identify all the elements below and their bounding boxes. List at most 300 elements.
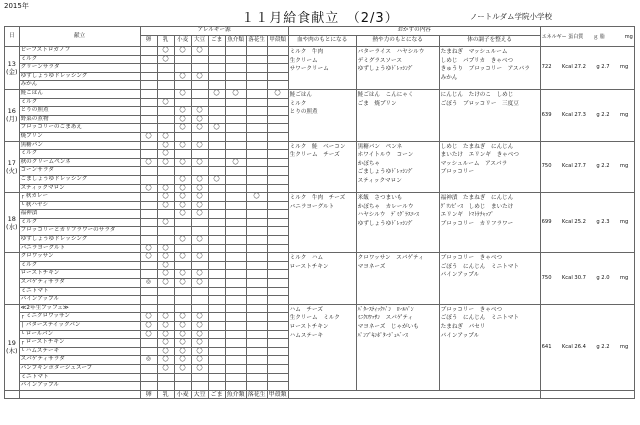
allergen-mark <box>225 107 246 116</box>
allergen-mark <box>208 184 225 193</box>
allergen-mark: ◯ <box>191 330 208 339</box>
allergen-mark <box>225 193 246 202</box>
allergen-mark <box>140 373 157 382</box>
allergen-mark <box>157 72 174 81</box>
allergen-mark: ◯ <box>157 313 174 322</box>
allergen-mark <box>208 167 225 176</box>
allergen-mark <box>267 210 288 219</box>
allergen-mark <box>225 210 246 219</box>
dish-name: とりの照煮 <box>19 107 140 116</box>
allergen-mark <box>208 261 225 270</box>
allergen-mark: ◯ <box>174 175 191 184</box>
dish-name: ┌ 秋カレー <box>19 193 140 202</box>
allergen-mark: ◯ <box>174 279 191 288</box>
allergen-mark <box>267 313 288 322</box>
dish-name: 福神漬 <box>19 210 140 219</box>
allergen-mark <box>174 98 191 107</box>
allergen-mark <box>225 227 246 236</box>
allergen-mark <box>267 270 288 279</box>
allergen-mark <box>267 322 288 331</box>
allergen-mark <box>225 55 246 64</box>
dish-name: ブロッコリーのごまあえ <box>19 124 140 133</box>
allergen-mark: ◯ <box>208 175 225 184</box>
nutrition-values: 639 Kcal 27.3 g 2.2 mg <box>540 89 634 141</box>
menu-table <box>4 26 635 399</box>
allergen-mark <box>157 64 174 73</box>
allergen-mark <box>225 382 246 391</box>
allergen-mark: ◯ <box>157 132 174 141</box>
footer-spacer <box>288 390 540 399</box>
allergen-mark <box>140 47 157 56</box>
allergen-mark <box>246 364 267 373</box>
allergen-mark: ◯ <box>225 158 246 167</box>
okazu-group-header: おかずの内容 <box>288 27 540 36</box>
allergen-mark: ◯ <box>191 193 208 202</box>
allergen-mark <box>140 81 157 90</box>
allergen-mark <box>174 132 191 141</box>
allergen-mark <box>246 98 267 107</box>
footer-spacer <box>5 390 20 399</box>
allergen-mark: ◯ <box>157 158 174 167</box>
blood-foods: ミルク 牛肉 生クリーム サワークリーム <box>288 47 356 90</box>
allergen-mark: ◯ <box>174 313 191 322</box>
allergen-mark: ◯ <box>191 356 208 365</box>
allergen-mark <box>267 167 288 176</box>
allergen-mark <box>246 279 267 288</box>
regulate-foods: たまねぎ マッシュルーム しめじ パプリカ きゃべつ きゅうり ブロッコリー アスパラ みかん <box>439 47 540 90</box>
allergen-mark <box>140 339 157 348</box>
allergen-mark <box>191 64 208 73</box>
allergen-mark <box>246 72 267 81</box>
allergy-group-header: アレルギー源 <box>140 27 288 36</box>
allergen-mark <box>267 64 288 73</box>
allergen-mark: ◯ <box>174 356 191 365</box>
allergen-mark <box>246 218 267 227</box>
allergen-mark <box>267 296 288 305</box>
dish-name: ミルク <box>19 150 140 159</box>
allergen-mark <box>191 382 208 391</box>
allergen-mark: ◯ <box>174 184 191 193</box>
allergen-mark <box>267 304 288 313</box>
allergen-mark: ◯ <box>174 158 191 167</box>
allergen-mark <box>140 364 157 373</box>
allergen-mark <box>174 218 191 227</box>
allergen-mark <box>246 107 267 116</box>
allergen-mark <box>208 373 225 382</box>
allergen-mark <box>225 364 246 373</box>
blood-header: 血や肉のもとになる <box>288 36 356 47</box>
allergen-mark <box>225 124 246 133</box>
allergen-mark <box>267 382 288 391</box>
allergen-mark <box>191 218 208 227</box>
allergen-mark <box>225 330 246 339</box>
allergen-mark <box>267 279 288 288</box>
allergen-mark <box>140 55 157 64</box>
allergen-mark <box>246 296 267 305</box>
allergen-mark <box>140 89 157 98</box>
allergen-footer: 落花生 <box>247 390 266 398</box>
allergen-mark: ◯ <box>140 313 157 322</box>
allergen-mark <box>267 201 288 210</box>
allergen-mark: ◯ <box>174 339 191 348</box>
dish-name: パインアップル <box>19 296 140 305</box>
dish-name: みかん <box>19 81 140 90</box>
dish-name: 秋のクリームペンネ <box>19 158 140 167</box>
allergen-mark <box>208 339 225 348</box>
allergen-mark: ◯ <box>191 279 208 288</box>
regulate-foods: ブロッコリー きゃべつ ごぼう にんじん ミニトマト たまねぎ パセリ パインアップル <box>439 304 540 390</box>
allergen-mark <box>267 115 288 124</box>
allergen-mark <box>246 330 267 339</box>
allergen-mark <box>208 279 225 288</box>
allergen-mark <box>246 210 267 219</box>
allergen-mark <box>140 261 157 270</box>
allergen-mark <box>208 81 225 90</box>
allergen-mark: ◯ <box>191 115 208 124</box>
allergen-mark: ◯ <box>140 132 157 141</box>
allergen-mark: ◯ <box>157 47 174 56</box>
allergen-header: 落花生 <box>246 36 267 47</box>
allergen-mark: ◯ <box>174 124 191 133</box>
allergen-mark <box>174 150 191 159</box>
regulate-header: 体の調子を整える <box>439 36 540 47</box>
allergen-mark <box>267 253 288 262</box>
allergen-mark <box>246 382 267 391</box>
allergen-mark <box>157 373 174 382</box>
allergen-mark <box>208 253 225 262</box>
allergen-mark <box>225 132 246 141</box>
blood-foods: ミルク 牛肉 チーズ バニラヨーグルト <box>288 193 356 253</box>
allergen-mark: ◯ <box>267 89 288 98</box>
dish-name: ┌ ローストチキン <box>19 339 140 348</box>
dish-name: ミニトマト <box>19 373 140 382</box>
allergen-mark <box>246 132 267 141</box>
allergen-mark <box>174 373 191 382</box>
allergen-mark: ◯ <box>191 322 208 331</box>
allergen-header: 甲殻類 <box>267 36 288 47</box>
allergen-footer: ごま <box>208 390 225 399</box>
allergen-mark <box>267 72 288 81</box>
allergen-mark <box>174 81 191 90</box>
allergen-mark <box>157 227 174 236</box>
allergen-mark <box>225 184 246 193</box>
day-date: 16 (月) <box>5 89 20 141</box>
allergen-mark: ◯ <box>174 322 191 331</box>
allergen-mark <box>140 236 157 245</box>
dish-name: │ バターステイックパン <box>19 322 140 331</box>
nutrition-values: 641 Kcal 26.4 g 2.2 mg <box>540 304 634 390</box>
table-row <box>5 89 635 98</box>
allergen-mark <box>140 124 157 133</box>
allergen-mark <box>191 261 208 270</box>
allergen-mark <box>208 150 225 159</box>
allergen-mark: ◯ <box>174 107 191 116</box>
allergen-mark <box>246 253 267 262</box>
allergen-footer: 魚介類 <box>226 390 245 398</box>
allergen-mark: ◯ <box>140 184 157 193</box>
allergen-header: 乳 <box>157 36 174 47</box>
allergen-mark <box>208 330 225 339</box>
allergen-mark <box>208 64 225 73</box>
allergen-mark <box>157 287 174 296</box>
allergen-mark: ◯ <box>191 158 208 167</box>
allergen-mark <box>191 55 208 64</box>
allergen-mark <box>174 244 191 253</box>
allergen-mark <box>191 150 208 159</box>
allergen-mark <box>246 261 267 270</box>
energy-foods: 米飯 さつまいも かぼちゃ カレールウ ハヤシルウ ﾃﾞﾐｸﾞﾗｽｿｰｽ ゆずしょうゆﾄﾞﾚｯｼﾝｸﾞ <box>356 193 439 253</box>
allergen-mark <box>225 236 246 245</box>
energy-foods: 黒糖パン ペンネ ホワイトルウ コーン かぼちゃ ごましょうゆﾄﾞﾚｯｼﾝｸﾞ スティックマロン <box>356 141 439 193</box>
day-date: 17 (火) <box>5 141 20 193</box>
allergen-mark: ◯ <box>174 115 191 124</box>
allergen-mark: ◯ <box>191 270 208 279</box>
allergen-mark <box>140 107 157 116</box>
allergen-mark: ◯ <box>191 184 208 193</box>
allergen-mark <box>208 210 225 219</box>
allergen-mark <box>208 236 225 245</box>
allergen-mark <box>208 244 225 253</box>
allergen-mark <box>225 253 246 262</box>
blood-foods: 鮭ごはん ミルク とりの照煮 <box>288 89 356 141</box>
allergen-mark <box>140 98 157 107</box>
regulate-foods: ブロッコリー きゃべつ ごぼう にんじん ミニトマト パインアップル <box>439 253 540 305</box>
allergen-mark: ◯ <box>191 253 208 262</box>
allergen-mark <box>140 175 157 184</box>
dish-name: ゆずしょうゆドレッシング <box>19 72 140 81</box>
allergen-mark <box>208 115 225 124</box>
allergen-mark <box>267 261 288 270</box>
allergen-mark <box>140 227 157 236</box>
blood-foods: ミルク 鮭 ベーコン 生クリーム チーズ <box>288 141 356 193</box>
allergen-mark <box>267 150 288 159</box>
allergen-mark <box>225 218 246 227</box>
allergen-mark <box>267 347 288 356</box>
allergen-mark <box>140 150 157 159</box>
allergen-mark <box>225 373 246 382</box>
allergen-mark: ◯ <box>191 313 208 322</box>
allergen-mark <box>267 364 288 373</box>
allergen-mark <box>208 72 225 81</box>
energy-foods: クロワッサン スパゲティ マヨネーズ <box>356 253 439 305</box>
blood-foods: ハム チーズ 生クリーム ミルク ローストチキン ハムステーキ <box>288 304 356 390</box>
allergen-mark <box>246 201 267 210</box>
allergen-mark <box>246 150 267 159</box>
allergen-mark <box>191 227 208 236</box>
allergen-mark <box>267 141 288 150</box>
allergen-mark <box>157 304 174 313</box>
day-date <box>5 253 20 305</box>
allergen-mark <box>174 382 191 391</box>
allergen-mark <box>191 132 208 141</box>
allergen-mark <box>267 236 288 245</box>
allergen-mark <box>140 287 157 296</box>
allergen-mark: ◯ <box>191 339 208 348</box>
table-row <box>5 193 635 202</box>
allergen-mark <box>174 55 191 64</box>
day-date: 13 (金) <box>5 47 20 90</box>
allergen-mark <box>208 287 225 296</box>
allergen-mark <box>225 313 246 322</box>
allergen-mark <box>208 98 225 107</box>
allergen-footer: 卵 <box>140 390 157 399</box>
regulate-foods: 福神漬 たまねぎ にんじん ｸﾞﾘﾝﾋﾟｰｽ しめじ まいたけ エリンギ ﾄﾏﾄｹﾁｬｯﾌﾟ ブロッコリー カリフラワー <box>439 193 540 253</box>
allergen-mark: ◯ <box>191 72 208 81</box>
allergen-header: 卵 <box>140 36 157 47</box>
allergen-mark <box>225 167 246 176</box>
allergen-mark <box>267 47 288 56</box>
allergen-mark <box>246 339 267 348</box>
year-label: 2015年 <box>4 2 29 10</box>
page-title: １１月給食献立 （2/3） <box>241 11 399 26</box>
allergen-mark <box>246 244 267 253</box>
allergen-mark <box>246 322 267 331</box>
dish-name: 黒糖パン <box>19 141 140 150</box>
allergen-mark: ◯ <box>174 201 191 210</box>
allergen-mark: ◯ <box>140 322 157 331</box>
dish-name: └ ハムステーキ <box>19 347 140 356</box>
dish-name: パンプキンポタージュスープ <box>19 364 140 373</box>
allergen-mark: ◯ <box>157 193 174 202</box>
allergen-mark <box>225 72 246 81</box>
allergen-mark <box>157 115 174 124</box>
dish-name: バニラヨーグルト <box>19 244 140 253</box>
allergen-mark <box>246 141 267 150</box>
allergen-mark <box>267 132 288 141</box>
allergen-mark <box>267 339 288 348</box>
energy-foods: ﾊﾞﾀｰｽﾃｨｯｸﾊﾟﾝ ﾛｰﾙﾊﾟﾝ ﾐﾆｸﾛﾜｯｻﾝ スパゲティ マヨネーズ じゃがいも ﾊﾟﾝﾌﾟｷﾝﾎﾟﾀｰｼﾞｭﾍﾞｰｽ <box>356 304 439 390</box>
allergen-mark: ◯ <box>174 270 191 279</box>
allergen-mark: ◯ <box>246 193 267 202</box>
allergen-mark: ◯ <box>174 330 191 339</box>
allergen-mark: ◯ <box>157 253 174 262</box>
allergen-mark <box>191 89 208 98</box>
allergen-mark <box>267 287 288 296</box>
regulate-foods: にんじん たけのこ しめじ ごぼう ブロッコリー 三度豆 <box>439 89 540 141</box>
allergen-mark <box>157 382 174 391</box>
allergen-mark <box>140 296 157 305</box>
allergen-mark <box>140 210 157 219</box>
allergen-mark <box>225 296 246 305</box>
allergen-mark: ◯ <box>174 89 191 98</box>
allergen-mark <box>191 304 208 313</box>
allergen-mark <box>140 193 157 202</box>
allergen-mark <box>267 330 288 339</box>
allergen-mark <box>191 287 208 296</box>
day-date: 18 (水) <box>5 193 20 253</box>
allergen-mark <box>208 347 225 356</box>
allergen-mark: ◯ <box>208 89 225 98</box>
allergen-mark <box>140 72 157 81</box>
dish-name: 焼プリン <box>19 132 140 141</box>
allergen-mark <box>208 356 225 365</box>
allergen-mark: ◯ <box>157 141 174 150</box>
allergen-mark <box>267 81 288 90</box>
allergen-mark <box>208 364 225 373</box>
allergen-mark <box>140 304 157 313</box>
allergen-mark <box>225 115 246 124</box>
allergen-mark <box>140 64 157 73</box>
allergen-mark <box>267 373 288 382</box>
allergen-mark: ◯ <box>174 47 191 56</box>
allergen-mark <box>225 304 246 313</box>
allergen-mark <box>225 356 246 365</box>
allergen-mark: ◯ <box>191 141 208 150</box>
allergen-mark <box>157 236 174 245</box>
school-name: ノートルダム学院小学校 <box>470 12 552 21</box>
allergen-mark <box>225 150 246 159</box>
allergen-mark: ◎ <box>140 279 157 288</box>
allergen-mark <box>246 270 267 279</box>
allergen-mark <box>225 47 246 56</box>
allergen-mark <box>246 373 267 382</box>
dish-name: ミルク <box>19 98 140 107</box>
allergen-mark <box>225 64 246 73</box>
allergen-mark: ◯ <box>157 150 174 159</box>
dish-name: スパゲティサラダ <box>19 279 140 288</box>
day-date: 19 (木) <box>5 304 20 390</box>
allergen-mark <box>208 218 225 227</box>
allergen-mark: ◯ <box>191 107 208 116</box>
allergen-footer: 甲殻類 <box>268 390 287 398</box>
allergen-mark: ◯ <box>157 347 174 356</box>
allergen-mark: ◯ <box>157 330 174 339</box>
allergen-mark <box>267 158 288 167</box>
nutrition-values: 699 Kcal 25.2 g 2.3 mg <box>540 193 634 253</box>
dish-name: 鮭ごはん <box>19 89 140 98</box>
allergen-mark <box>225 201 246 210</box>
dish-name: ミルク <box>19 218 140 227</box>
table-row <box>5 304 635 313</box>
table-row <box>5 47 635 56</box>
dish-name: スパゲティサラダ <box>19 356 140 365</box>
allergen-mark <box>246 356 267 365</box>
allergen-mark <box>246 81 267 90</box>
allergen-mark: ◎ <box>140 356 157 365</box>
allergen-mark: ◯ <box>157 279 174 288</box>
footer-spacer <box>19 390 140 399</box>
dish-name: グリーンサラダ <box>19 64 140 73</box>
regulate-foods: しめじ たまねぎ にんじん まいたけ エリンギ きゃべつ マッシュルーム アスパラ ブロッコリー <box>439 141 540 193</box>
dish-name: ミニトマト <box>19 287 140 296</box>
allergen-mark: ◯ <box>140 330 157 339</box>
allergen-mark <box>140 382 157 391</box>
allergen-mark: ◯ <box>191 175 208 184</box>
allergen-mark <box>174 304 191 313</box>
allergen-mark <box>246 64 267 73</box>
dish-name: ブロッコリーとカリフラワーのサラダ <box>19 227 140 236</box>
nutrition-header: エネルギー 蛋白質 ｇ 脂 mg <box>540 27 634 47</box>
allergen-mark <box>174 296 191 305</box>
allergen-mark: ◯ <box>157 270 174 279</box>
allergen-mark <box>191 373 208 382</box>
dish-name: └ 秋ハヤシ <box>19 201 140 210</box>
allergen-mark <box>246 236 267 245</box>
allergen-header: 小麦 <box>174 36 191 47</box>
allergen-mark: ◯ <box>157 322 174 331</box>
allergen-mark <box>246 347 267 356</box>
allergen-mark <box>208 270 225 279</box>
dish-name: ミルク <box>19 261 140 270</box>
allergen-mark <box>225 279 246 288</box>
blood-foods: ミルク ハム ローストチキン <box>288 253 356 305</box>
dish-name: クロワッサン <box>19 253 140 262</box>
allergen-mark: ◯ <box>225 89 246 98</box>
allergen-mark: ◯ <box>157 218 174 227</box>
allergen-mark <box>246 167 267 176</box>
dish-name: 野菜の煮物 <box>19 115 140 124</box>
allergen-mark <box>246 158 267 167</box>
